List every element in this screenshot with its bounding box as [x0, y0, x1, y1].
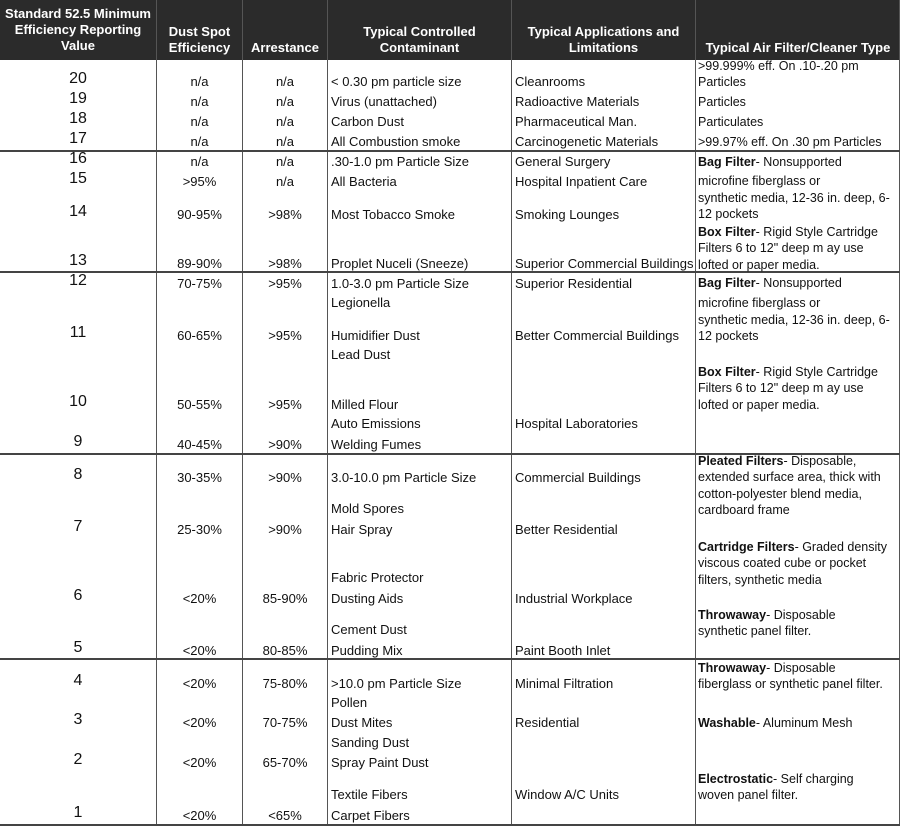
arrestance-cell: >95% — [268, 397, 302, 412]
filter-line: >99.999% eff. On .10-.20 pm — [698, 59, 859, 73]
filter-desc: microfine fiberglass or — [698, 296, 821, 311]
header-contaminant-line2: Contaminant — [379, 40, 460, 55]
contaminant-cell: Dust Mites — [331, 715, 393, 730]
arrestance-cell: 65-70% — [262, 755, 308, 770]
contaminant-cell: Pollen — [331, 695, 368, 710]
application-cell: Superior Commercial Buildings — [515, 256, 694, 271]
filter-type-text — [698, 771, 898, 804]
contaminant-cell: Pudding Mix — [331, 643, 403, 658]
filter-desc: viscous coated cube or pocket — [698, 556, 867, 571]
filter-type-text — [698, 607, 898, 640]
merv-value-cell: 9 — [73, 433, 83, 450]
merv-value-cell: 5 — [73, 639, 83, 656]
filter-desc: - Nonsupported — [755, 276, 842, 290]
filter-type-text — [698, 364, 898, 413]
filter-type-text — [698, 715, 898, 731]
column-divider — [511, 0, 512, 826]
contaminant-cell: Mold Spores — [331, 501, 404, 516]
filter-type-text — [698, 275, 898, 344]
contaminant-cell: Dusting Aids — [331, 591, 404, 606]
filter-type-text — [698, 58, 898, 91]
contaminant-cell: >10.0 pm Particle Size — [331, 676, 462, 691]
arrestance-cell: >98% — [268, 207, 302, 222]
dust-spot-cell: 90-95% — [177, 207, 222, 222]
filter-type-text — [698, 539, 898, 588]
filter-desc: synthetic media, 12-36 in. deep, 6- — [698, 312, 890, 327]
header-filter-type — [696, 0, 900, 60]
header-filter-label: Typical Air Filter/Cleaner Type — [705, 40, 891, 55]
dust-spot-cell: n/a — [190, 94, 209, 109]
header-merv — [0, 0, 156, 60]
header-contaminant-line1: Typical Controlled — [363, 24, 476, 39]
arrestance-cell: n/a — [275, 74, 295, 89]
merv-value-cell: 4 — [73, 672, 83, 689]
dust-spot-cell: <20% — [182, 755, 217, 770]
header-dust-spot — [157, 0, 242, 60]
filter-desc: cotton-polyester blend media, — [698, 486, 862, 501]
dust-spot-cell: n/a — [190, 154, 209, 169]
filter-desc: lofted or paper media. — [698, 397, 820, 412]
arrestance-cell: n/a — [275, 94, 295, 109]
arrestance-cell: >90% — [268, 470, 302, 485]
filter-desc: - Rigid Style Cartridge — [755, 225, 878, 239]
dust-spot-cell: 89-90% — [177, 256, 222, 271]
contaminant-cell: Textile Fibers — [331, 787, 408, 802]
filter-desc: - Self charging — [773, 772, 854, 786]
filter-desc: - Disposable — [766, 608, 836, 622]
filter-desc: woven panel filter. — [698, 788, 799, 803]
filter-name: Bag Filter — [698, 276, 756, 290]
application-cell: Paint Booth Inlet — [515, 643, 611, 658]
header-dust-line1: Dust Spot — [168, 24, 231, 39]
application-cell: Superior Residential — [515, 276, 633, 291]
filter-desc: - Disposable, — [783, 454, 857, 468]
arrestance-cell: 75-80% — [262, 676, 308, 691]
filter-desc: - Nonsupported — [755, 155, 842, 169]
dust-spot-cell: <20% — [182, 808, 217, 823]
arrestance-cell: 85-90% — [262, 591, 308, 606]
dust-spot-cell: 25-30% — [177, 522, 222, 537]
filter-type-text: Particulates — [698, 115, 764, 129]
contaminant-cell: Spray Paint Dust — [331, 755, 429, 770]
filter-type-text — [698, 453, 898, 518]
merv-value-cell: 6 — [73, 587, 83, 604]
filter-desc: extended surface area, thick with — [698, 470, 881, 485]
merv-value-cell: 3 — [73, 711, 83, 728]
filter-desc: synthetic media, 12-36 in. deep, 6- — [698, 190, 890, 205]
header-merv-line3: Value — [61, 38, 95, 53]
application-cell: Carcinogenetic Materials — [515, 134, 659, 149]
header-merv-line2: Efficiency Reporting — [14, 22, 142, 37]
header-contaminant — [328, 0, 511, 60]
filter-desc: filters, synthetic media — [698, 572, 822, 587]
dust-spot-cell: n/a — [190, 114, 209, 129]
contaminant-cell: Lead Dust — [331, 347, 391, 362]
column-divider — [327, 0, 328, 826]
application-cell: Pharmaceutical Man. — [515, 114, 638, 129]
filter-desc: - Aluminum Mesh — [755, 716, 853, 730]
dust-spot-cell: <20% — [182, 643, 217, 658]
merv-value-cell: 2 — [73, 751, 83, 768]
application-cell: Better Commercial Buildings — [515, 328, 680, 343]
dust-spot-cell: 40-45% — [177, 437, 222, 452]
header-apps-line1: Typical Applications and — [527, 24, 680, 39]
contaminant-cell: .30-1.0 pm Particle Size — [331, 154, 470, 169]
filter-desc: - Disposable — [766, 661, 836, 675]
contaminant-cell: 1.0-3.0 pm Particle Size — [331, 276, 470, 291]
filter-line: Particles — [698, 75, 746, 90]
merv-value-cell: 8 — [73, 466, 83, 483]
contaminant-cell: Legionella — [331, 295, 391, 310]
filter-desc: synthetic panel filter. — [698, 624, 812, 639]
column-divider — [695, 0, 696, 826]
dust-spot-cell: <20% — [182, 676, 217, 691]
filter-desc: cardboard frame — [698, 502, 790, 517]
filter-desc: - Rigid Style Cartridge — [755, 365, 878, 379]
header-dust-line2: Efficiency — [168, 40, 231, 55]
contaminant-cell: Hair Spray — [331, 522, 393, 537]
arrestance-cell: n/a — [275, 134, 295, 149]
filter-name: Pleated Filters — [698, 454, 784, 468]
contaminant-cell: 3.0-10.0 pm Particle Size — [331, 470, 477, 485]
dust-spot-cell: 30-35% — [177, 470, 222, 485]
application-cell: Minimal Filtration — [515, 676, 614, 691]
application-cell: Hospital Inpatient Care — [515, 174, 648, 189]
header-applications — [512, 0, 695, 60]
arrestance-cell: >98% — [268, 256, 302, 271]
application-cell: Commercial Buildings — [515, 470, 641, 485]
dust-spot-cell: <20% — [182, 591, 217, 606]
application-cell: Better Residential — [515, 522, 618, 537]
merv-value-cell: 1 — [73, 804, 83, 821]
filter-desc: 12 pockets — [698, 206, 759, 221]
contaminant-cell: Most Tobacco Smoke — [331, 207, 456, 222]
application-cell: Window A/C Units — [515, 787, 620, 802]
contaminant-cell: Welding Fumes — [331, 437, 422, 452]
header-arrestance — [243, 0, 327, 60]
contaminant-cell: Carpet Fibers — [331, 808, 410, 823]
dust-spot-cell: n/a — [190, 134, 209, 149]
contaminant-cell: Fabric Protector — [331, 570, 424, 585]
merv-value-cell: 14 — [69, 203, 87, 220]
merv-value-cell: 7 — [73, 518, 83, 535]
application-cell: Cleanrooms — [515, 74, 586, 89]
dust-spot-cell: n/a — [190, 74, 209, 89]
filter-desc: microfine fiberglass or — [698, 174, 821, 189]
application-cell: Residential — [515, 715, 580, 730]
dust-spot-cell: 70-75% — [177, 276, 222, 291]
contaminant-cell: All Bacteria — [331, 174, 397, 189]
contaminant-cell: Sanding Dust — [331, 735, 410, 750]
merv-value-cell: 15 — [69, 170, 87, 187]
application-cell: Hospital Laboratories — [515, 416, 638, 431]
arrestance-cell: n/a — [275, 174, 295, 189]
filter-type-text — [698, 660, 898, 693]
merv-value-cell: 17 — [69, 130, 87, 147]
application-cell: General Surgery — [515, 154, 611, 169]
merv-value-cell: 10 — [69, 393, 87, 410]
arrestance-cell: 80-85% — [262, 643, 308, 658]
filter-type-text — [698, 224, 898, 273]
arrestance-cell: >90% — [268, 522, 302, 537]
filter-type-text: Particles — [698, 95, 746, 109]
filter-name: Box Filter — [698, 225, 756, 239]
filter-name: Throwaway — [698, 608, 767, 622]
merv-value-cell: 19 — [69, 90, 87, 107]
contaminant-cell: Carbon Dust — [331, 114, 404, 129]
dust-spot-cell: 60-65% — [177, 328, 222, 343]
arrestance-cell: >95% — [268, 276, 302, 291]
contaminant-cell: Proplet Nuceli (Sneeze) — [331, 256, 469, 271]
merv-value-cell: 20 — [69, 70, 87, 87]
dust-spot-cell: <20% — [182, 715, 217, 730]
header-arrestance-label: Arrestance — [251, 40, 319, 55]
filter-name: Box Filter — [698, 365, 756, 379]
application-cell: Radioactive Materials — [515, 94, 640, 109]
merv-value-cell: 11 — [69, 324, 87, 341]
filter-type-text — [698, 154, 898, 222]
arrestance-cell: >95% — [268, 328, 302, 343]
contaminant-cell: < 0.30 pm particle size — [331, 74, 462, 89]
contaminant-cell: Virus (unattached) — [331, 94, 437, 109]
filter-desc: 12 pockets — [698, 328, 759, 343]
contaminant-cell: Auto Emissions — [331, 416, 421, 431]
contaminant-cell: Cement Dust — [331, 622, 407, 637]
filter-desc: - Graded density — [794, 540, 887, 554]
filter-desc: Filters 6 to 12" deep m ay use — [698, 241, 864, 256]
filter-name: Bag Filter — [698, 155, 756, 169]
arrestance-cell: <65% — [268, 808, 302, 823]
merv-value-cell: 13 — [69, 252, 87, 269]
merv-value-cell: 18 — [69, 110, 87, 127]
contaminant-cell: Humidifier Dust — [331, 328, 420, 343]
contaminant-cell: Milled Flour — [331, 397, 399, 412]
filter-desc: Filters 6 to 12" deep m ay use — [698, 381, 864, 396]
dust-spot-cell: 50-55% — [177, 397, 222, 412]
dust-spot-cell: >95% — [182, 174, 217, 189]
filter-name: Washable — [698, 716, 756, 730]
arrestance-cell: >90% — [268, 437, 302, 452]
application-cell: Smoking Lounges — [515, 207, 620, 222]
merv-value-cell: 16 — [69, 150, 87, 167]
filter-type-text: >99.97% eff. On .30 pm Particles — [698, 135, 882, 149]
application-cell: Industrial Workplace — [515, 591, 633, 606]
filter-desc: fiberglass or synthetic panel filter. — [698, 677, 883, 692]
filter-desc: lofted or paper media. — [698, 257, 820, 272]
merv-value-cell: 12 — [69, 272, 87, 289]
header-merv-line1: Standard 52.5 Minimum — [5, 6, 151, 21]
filter-name: Cartridge Filters — [698, 540, 795, 554]
filter-name: Throwaway — [698, 661, 767, 675]
arrestance-cell: n/a — [275, 154, 295, 169]
arrestance-cell: 70-75% — [262, 715, 308, 730]
contaminant-cell: All Combustion smoke — [331, 134, 461, 149]
arrestance-cell: n/a — [275, 114, 295, 129]
filter-name: Electrostatic — [698, 772, 774, 786]
header-apps-line2: Limitations — [568, 40, 639, 55]
